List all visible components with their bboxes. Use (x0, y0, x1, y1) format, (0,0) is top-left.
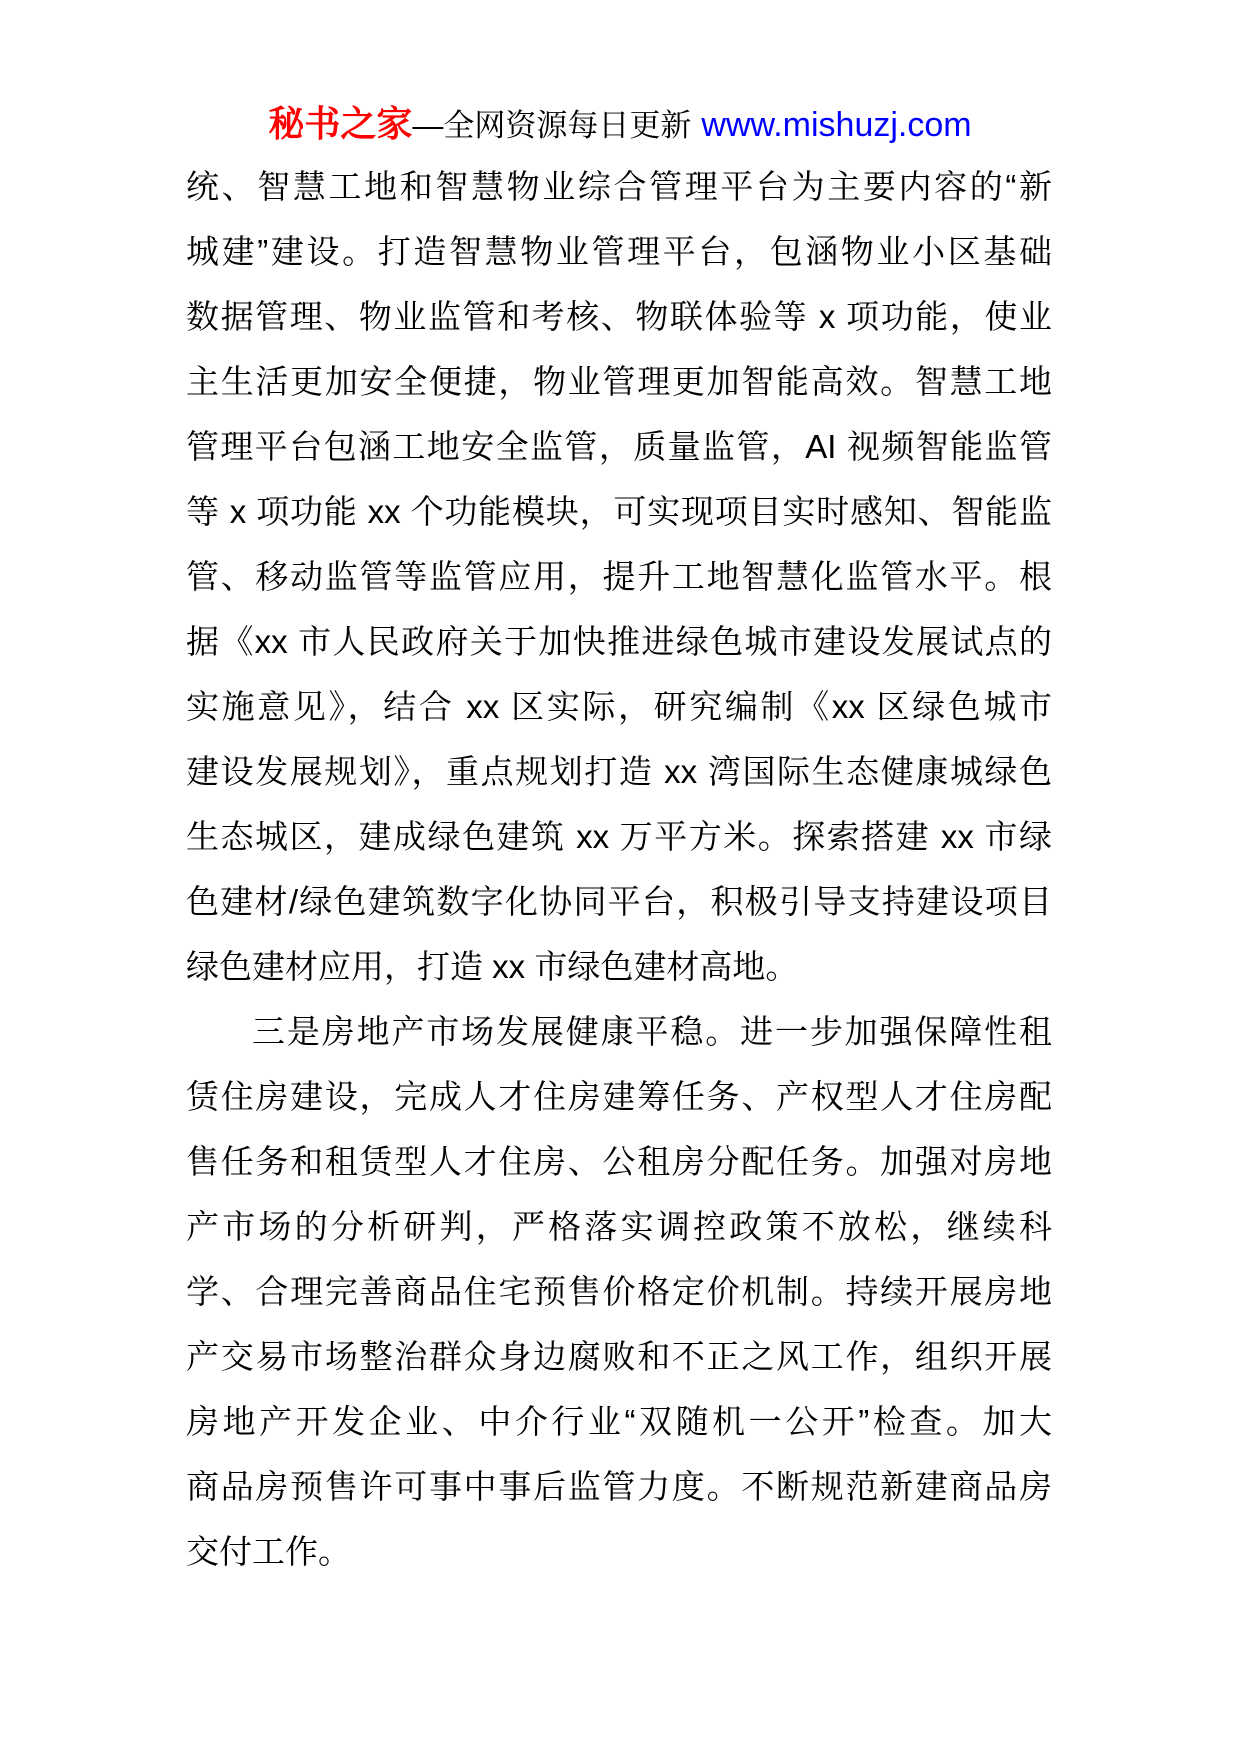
paragraph (186, 999, 1052, 1584)
text-line: 绿色建材应用，打造 xx 市绿色建材高地。 (186, 948, 799, 985)
text-line: 数据管理、物业监管和考核、物联体验等 x 项功能，使业 (186, 298, 1052, 335)
text-line: 三是房地产市场发展健康平稳。进一步加强保障性租 (252, 1013, 1052, 1050)
text-line: 交付工作。 (186, 1533, 351, 1570)
site-url-link[interactable]: www.mishuzj.com (701, 106, 972, 144)
text-line: 管理平台包涵工地安全监管，质量监管，AI 视频智能监管 (186, 428, 1052, 465)
text-line: 生态城区，建成绿色建筑 xx 万平方米。探索搭建 xx 市绿 (186, 818, 1052, 855)
text-line: 售任务和租赁型人才住房、公租房分配任务。加强对房地 (186, 1143, 1052, 1180)
page-header (0, 96, 1240, 147)
header-separator: — (412, 108, 444, 143)
text-line: 主生活更加安全便捷，物业管理更加智能高效。智慧工地 (186, 363, 1052, 400)
paragraph (186, 154, 1052, 999)
text-line: 城建”建设。打造智慧物业管理平台，包涵物业小区基础 (186, 233, 1052, 270)
text-line: 产市场的分析研判，严格落实调控政策不放松，继续科 (186, 1208, 1052, 1245)
text-line: 商品房预售许可事中事后监管力度。不断规范新建商品房 (186, 1468, 1052, 1505)
text-line: 产交易市场整治群众身边腐败和不正之风工作，组织开展 (186, 1338, 1052, 1375)
text-line: 等 x 项功能 xx 个功能模块，可实现项目实时感知、智能监 (186, 493, 1052, 530)
header-tagline: 全网资源每日更新 (443, 108, 692, 143)
text-line: 统、智慧工地和智慧物业综合管理平台为主要内容的“新 (186, 168, 1052, 205)
text-line: 据《xx 市人民政府关于加快推进绿色城市建设发展试点的 (186, 623, 1052, 660)
document-body (186, 154, 1052, 1584)
text-line: 赁住房建设，完成人才住房建筹任务、产权型人才住房配 (186, 1078, 1052, 1115)
text-line: 建设发展规划》，重点规划打造 xx 湾国际生态健康城绿色 (186, 753, 1052, 790)
text-line: 房地产开发企业、中介行业“双随机一公开”检查。加大 (186, 1403, 1052, 1440)
text-line: 管、移动监管等监管应用，提升工地智慧化监管水平。根 (186, 558, 1052, 595)
text-line: 实施意见》，结合 xx 区实际，研究编制《xx 区绿色城市 (186, 688, 1052, 725)
site-name: 秘书之家 (268, 103, 413, 144)
text-line: 学、合理完善商品住宅预售价格定价机制。持续开展房地 (186, 1273, 1052, 1310)
text-line: 色建材/绿色建筑数字化协同平台，积极引导支持建设项目 (186, 883, 1052, 920)
